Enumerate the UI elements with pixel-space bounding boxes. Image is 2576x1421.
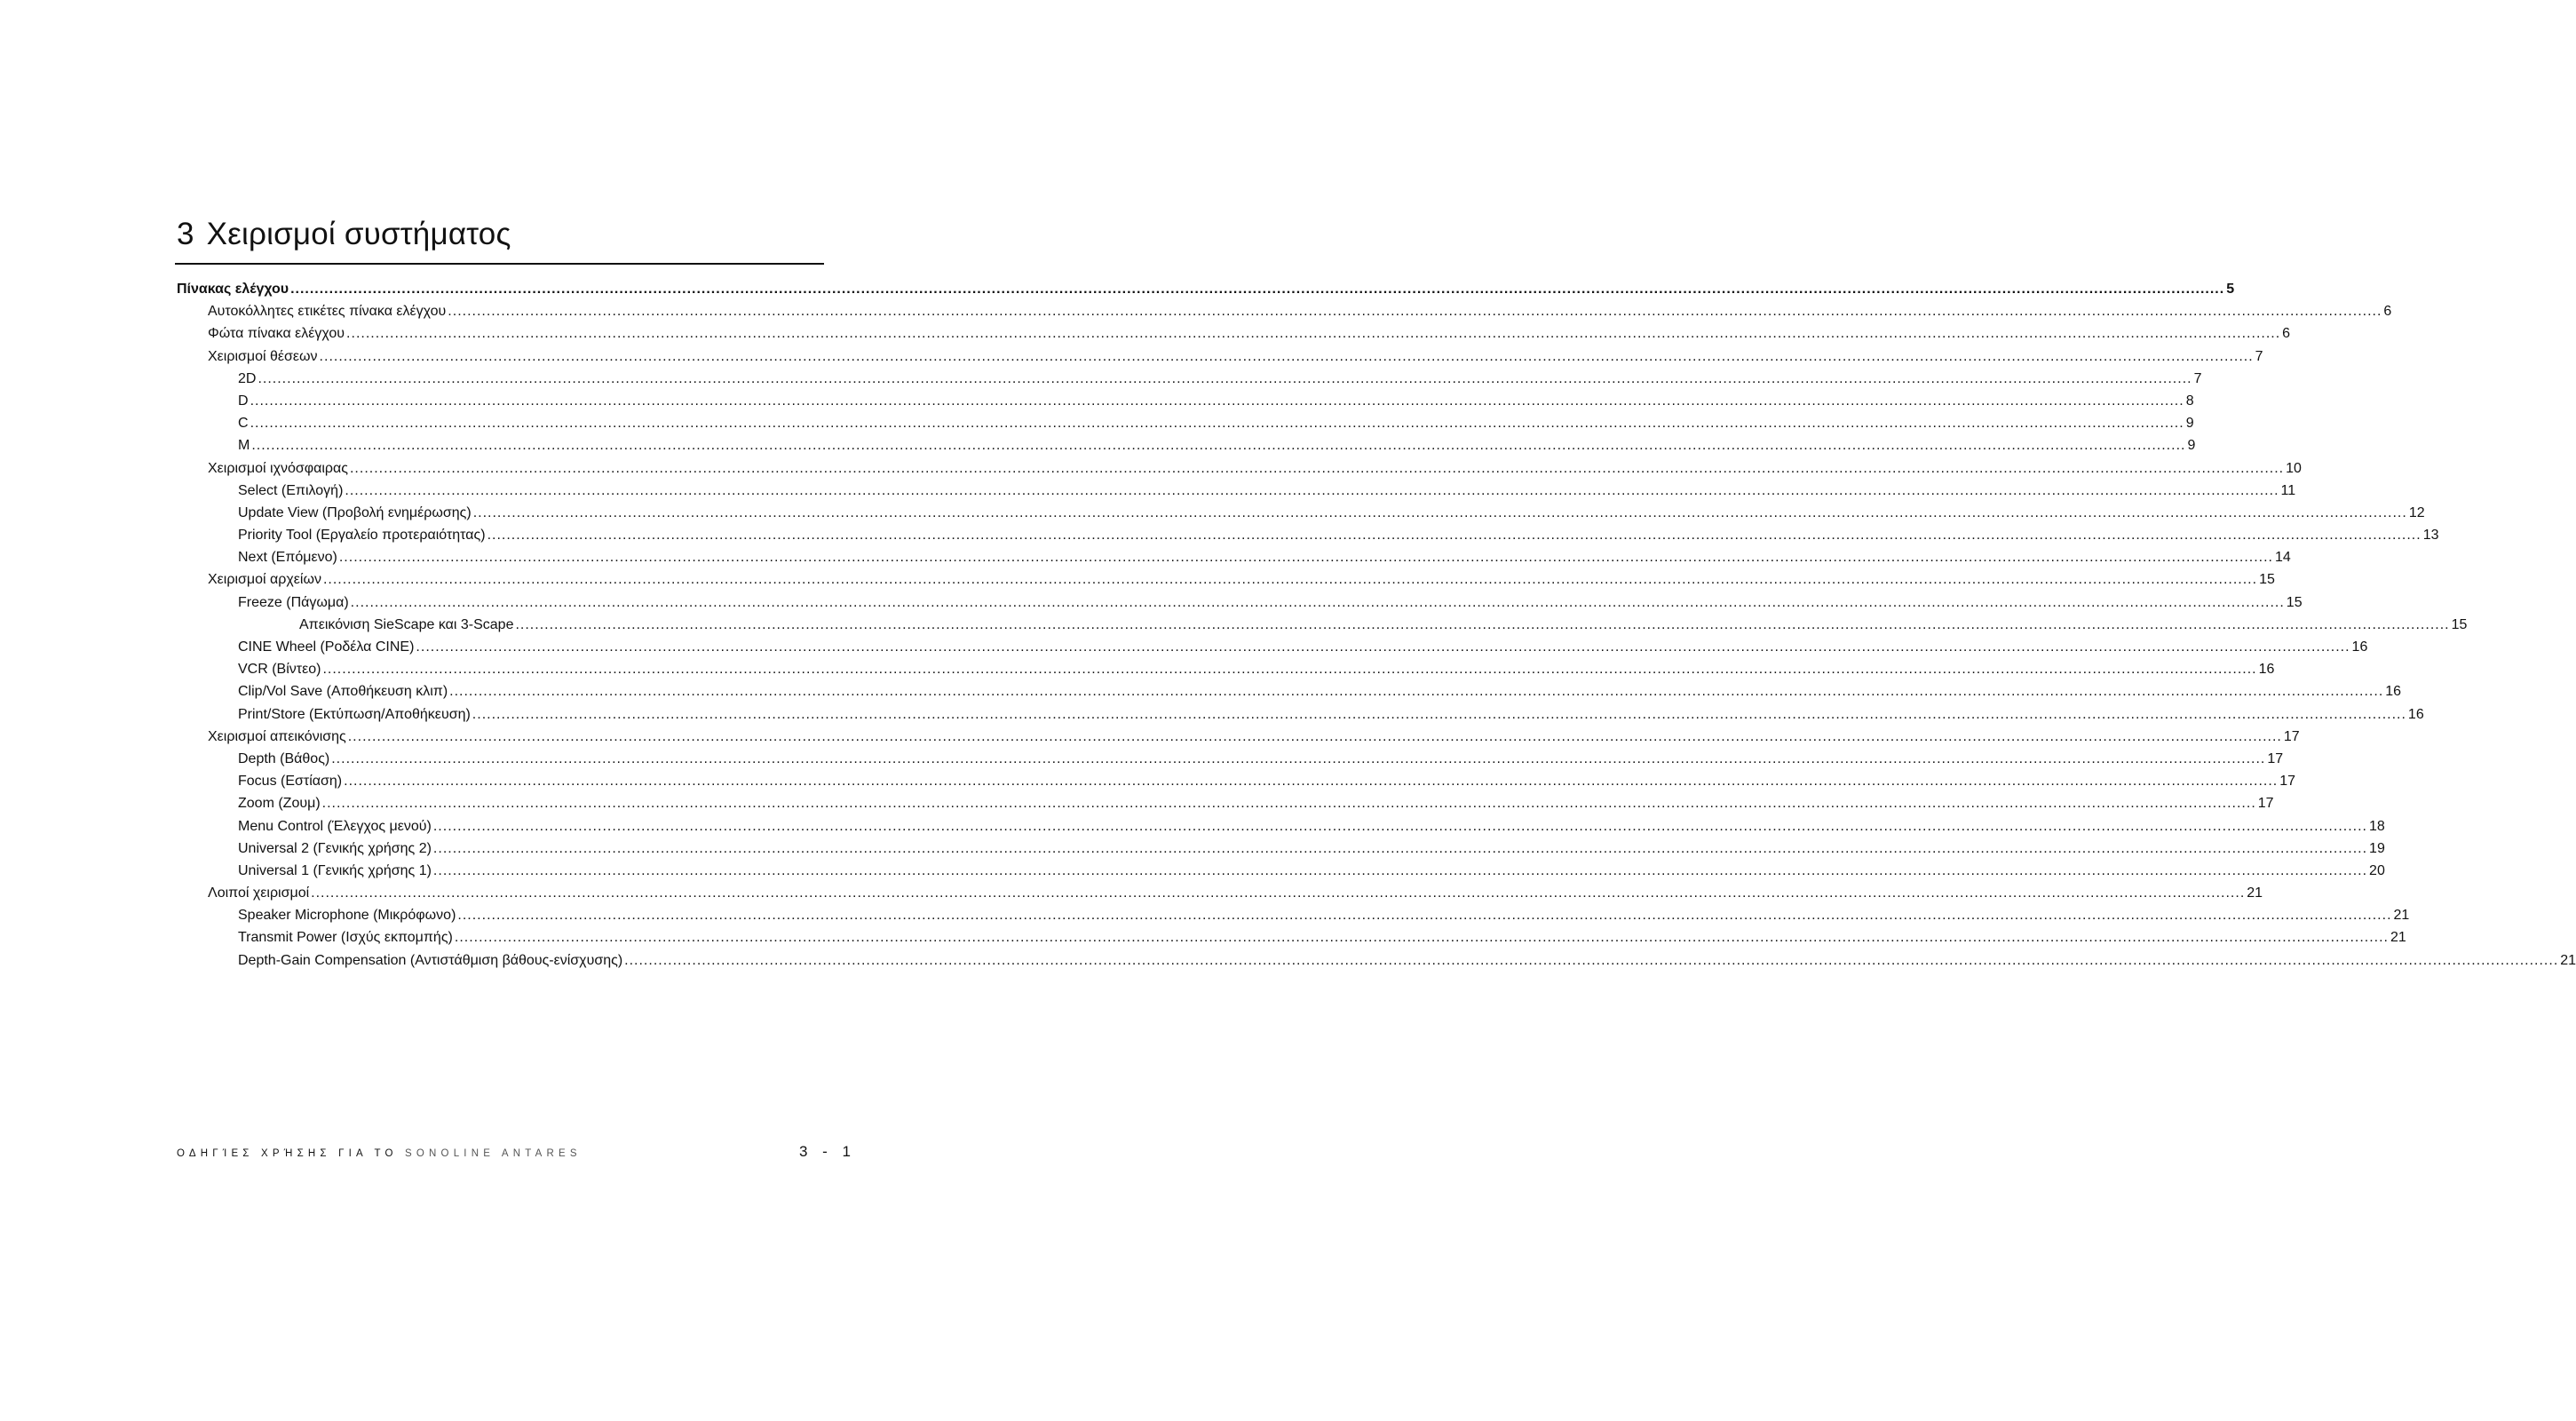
chapter-number: 3 <box>177 217 194 251</box>
toc-dot-leader: ................................................................................................................................................................................................................................................................................................................................................................................................................ <box>331 750 2266 766</box>
toc-entry[interactable] <box>0 322 2291 345</box>
toc-dot-leader: ................................................................................................................................................................................................................................................................................................................................................................................................................ <box>321 796 2256 812</box>
toc-entry[interactable] <box>0 726 2300 748</box>
toc-entry-title: 2D <box>238 370 257 386</box>
toc-entry-title: Speaker Microphone (Μικρόφωνο) <box>238 908 456 924</box>
toc-entry-page: 6 <box>2383 304 2392 320</box>
toc-dot-leader: ................................................................................................................................................................................................................................................................................................................................................................................................................ <box>290 282 2225 297</box>
toc-dot-leader: ................................................................................................................................................................................................................................................................................................................................................................................................................ <box>311 885 2246 901</box>
toc-entry[interactable] <box>0 882 2263 904</box>
toc-entry[interactable] <box>0 434 2196 456</box>
toc-entry-title: Clip/Vol Save (Αποθήκευση κλιπ) <box>238 684 448 700</box>
toc-entry-title: Αυτοκόλλητες ετικέτες πίνακα ελέγχου <box>208 304 447 320</box>
toc-entry-page: 19 <box>2369 840 2385 856</box>
toc-dot-leader: ................................................................................................................................................................................................................................................................................................................................................................................................................ <box>624 952 2559 968</box>
toc-entry-page: 14 <box>2274 550 2291 566</box>
toc-entry[interactable] <box>0 345 2263 368</box>
toc-entry-page: 16 <box>2407 706 2424 722</box>
toc-entry-title: Print/Store (Εκτύπωση/Αποθήκευση) <box>238 706 471 722</box>
toc-entry[interactable] <box>0 949 2576 972</box>
toc-entry-page: 9 <box>2185 416 2194 432</box>
toc-entry-title: Select (Επιλογή) <box>238 482 344 498</box>
toc-dot-leader: ................................................................................................................................................................................................................................................................................................................................................................................................................ <box>345 482 2279 498</box>
toc-dot-leader: ................................................................................................................................................................................................................................................................................................................................................................................................................ <box>322 572 2258 588</box>
toc-entry-title: Λοιποί χειρισμοί <box>208 885 310 901</box>
toc-dot-leader: ................................................................................................................................................................................................................................................................................................................................................................................................................ <box>346 326 2281 342</box>
toc-dot-leader: ................................................................................................................................................................................................................................................................................................................................................................................................................ <box>472 504 2407 520</box>
toc-entry-page: 6 <box>2282 326 2291 342</box>
toc-dot-leader: ................................................................................................................................................................................................................................................................................................................................................................................................................ <box>344 774 2279 790</box>
toc-entry-title: C <box>238 416 249 432</box>
toc-dot-leader: ................................................................................................................................................................................................................................................................................................................................................................................................................ <box>457 908 2392 924</box>
toc-entry[interactable] <box>0 412 2194 434</box>
toc-entry-page: 13 <box>2422 528 2439 544</box>
chapter-title-text: Χειρισμοί συστήματος <box>206 217 511 251</box>
toc-entry[interactable] <box>0 614 2468 636</box>
toc-entry[interactable] <box>0 300 2392 322</box>
toc-dot-leader: ................................................................................................................................................................................................................................................................................................................................................................................................................ <box>250 416 2184 432</box>
toc-entry[interactable] <box>0 636 2368 658</box>
toc-entry-page: 16 <box>2351 639 2368 655</box>
toc-entry-page: 7 <box>2255 348 2263 364</box>
toc-entry-title: Focus (Εστίαση) <box>238 774 343 790</box>
toc-entry-page: 17 <box>2279 774 2296 790</box>
footer-product-name: SONOLINE ANTARES <box>405 1148 582 1159</box>
toc-entry[interactable] <box>0 568 2275 591</box>
toc-entry-page: 10 <box>2286 460 2302 476</box>
footer-manual-label: ΟΔΗΓΊΕΣ ΧΡΉΣΗΣ ΓΙΑ ΤΟ <box>177 1148 398 1159</box>
chapter-title <box>177 217 511 252</box>
toc-entry-page: 9 <box>2187 438 2196 454</box>
toc-entry-page: 16 <box>2385 684 2402 700</box>
toc-entry-page: 15 <box>2286 594 2303 610</box>
table-of-contents <box>0 278 2576 972</box>
toc-entry-page: 17 <box>2267 750 2284 766</box>
toc-dot-leader: ................................................................................................................................................................................................................................................................................................................................................................................................................ <box>449 684 2384 700</box>
toc-dot-leader: ................................................................................................................................................................................................................................................................................................................................................................................................................ <box>349 460 2285 476</box>
toc-entry-title: Transmit Power (Ισχύς εκπομπής) <box>238 930 453 946</box>
toc-entry-title: Depth (Βάθος) <box>238 750 330 766</box>
toc-entry-title: Universal 2 (Γενικής χρήσης 2) <box>238 840 432 856</box>
toc-entry-title: Zoom (Ζουμ) <box>238 796 321 812</box>
toc-dot-leader: ................................................................................................................................................................................................................................................................................................................................................................................................................ <box>472 706 2406 722</box>
toc-entry[interactable] <box>0 591 2303 614</box>
toc-entry-title: CINE Wheel (Ροδέλα CINE) <box>238 639 415 655</box>
toc-dot-leader: ................................................................................................................................................................................................................................................................................................................................................................................................................ <box>338 550 2273 566</box>
toc-entry[interactable] <box>0 480 2296 502</box>
toc-entry-title: Freeze (Πάγωμα) <box>238 594 349 610</box>
toc-entry-title: Update View (Προβολή ενημέρωσης) <box>238 504 472 520</box>
toc-dot-leader: ................................................................................................................................................................................................................................................................................................................................................................................................................ <box>432 862 2368 878</box>
toc-entry-title: Priority Tool (Εργαλείο προτεραιότητας) <box>238 528 486 544</box>
toc-entry-title: Χειρισμοί θέσεων <box>208 348 318 364</box>
toc-entry-page: 8 <box>2185 393 2194 409</box>
toc-entry-title: VCR (Βίντεο) <box>238 662 321 678</box>
toc-entry[interactable] <box>0 546 2291 568</box>
toc-entry-title: D <box>238 393 249 409</box>
toc-entry-page: 16 <box>2258 662 2275 678</box>
toc-entry-page: 7 <box>2193 370 2202 386</box>
toc-dot-leader: ................................................................................................................................................................................................................................................................................................................................................................................................................ <box>432 818 2367 834</box>
toc-entry[interactable] <box>0 524 2439 546</box>
toc-entry[interactable] <box>0 770 2296 792</box>
toc-entry[interactable] <box>0 658 2275 680</box>
toc-dot-leader: ................................................................................................................................................................................................................................................................................................................................................................................................................ <box>319 348 2254 364</box>
toc-entry-title: Πίνακας ελέγχου <box>177 282 289 297</box>
toc-entry-title: Φώτα πίνακα ελέγχου <box>208 326 345 342</box>
toc-dot-leader: ................................................................................................................................................................................................................................................................................................................................................................................................................ <box>350 594 2285 610</box>
toc-dot-leader: ................................................................................................................................................................................................................................................................................................................................................................................................................ <box>454 930 2389 946</box>
toc-entry[interactable] <box>0 703 2424 726</box>
toc-entry-page: 21 <box>2393 908 2410 924</box>
title-divider <box>175 263 824 265</box>
toc-dot-leader: ................................................................................................................................................................................................................................................................................................................................................................................................................ <box>515 616 2450 632</box>
toc-entry[interactable] <box>0 680 2402 703</box>
toc-dot-leader: ................................................................................................................................................................................................................................................................................................................................................................................................................ <box>432 840 2368 856</box>
toc-entry-title: Απεικόνιση SieScape και 3-Scape <box>299 616 514 632</box>
toc-entry-page: 17 <box>2283 728 2300 744</box>
toc-dot-leader: ................................................................................................................................................................................................................................................................................................................................................................................................................ <box>416 639 2350 655</box>
toc-entry-title: Χειρισμοί αρχείων <box>208 572 321 588</box>
toc-entry-page: 21 <box>2560 952 2576 968</box>
toc-entry[interactable] <box>0 926 2406 949</box>
toc-entry[interactable] <box>0 390 2194 412</box>
toc-entry[interactable] <box>0 502 2425 524</box>
toc-entry[interactable] <box>0 860 2385 882</box>
toc-dot-leader: ................................................................................................................................................................................................................................................................................................................................................................................................................ <box>251 438 2186 454</box>
toc-entry-page: 18 <box>2368 818 2385 834</box>
toc-entry[interactable] <box>0 815 2385 838</box>
toc-dot-leader: ................................................................................................................................................................................................................................................................................................................................................................................................................ <box>250 393 2184 409</box>
toc-entry-page: 12 <box>2408 504 2425 520</box>
toc-entry-title: Universal 1 (Γενικής χρήσης 1) <box>238 862 432 878</box>
toc-entry-page: 21 <box>2390 930 2406 946</box>
toc-entry[interactable] <box>0 278 2235 300</box>
toc-entry-title: Depth-Gain Compensation (Αντιστάθμιση βάθους-ενίσχυσης) <box>238 952 623 968</box>
toc-dot-leader: ................................................................................................................................................................................................................................................................................................................................................................................................................ <box>258 370 2192 386</box>
toc-entry-page: 15 <box>2259 572 2275 588</box>
toc-entry-page: 20 <box>2369 862 2385 878</box>
toc-entry[interactable] <box>0 748 2284 770</box>
toc-entry-title: Χειρισμοί απεικόνισης <box>208 728 346 744</box>
toc-dot-leader: ................................................................................................................................................................................................................................................................................................................................................................................................................ <box>347 728 2282 744</box>
toc-entry[interactable] <box>0 368 2202 390</box>
toc-dot-leader: ................................................................................................................................................................................................................................................................................................................................................................................................................ <box>487 528 2421 544</box>
toc-entry-title: M <box>238 438 250 454</box>
toc-dot-leader: ................................................................................................................................................................................................................................................................................................................................................................................................................ <box>322 662 2257 678</box>
toc-entry[interactable] <box>0 904 2410 926</box>
toc-entry-page: 15 <box>2451 616 2468 632</box>
toc-dot-leader: ................................................................................................................................................................................................................................................................................................................................................................................................................ <box>448 304 2382 320</box>
toc-entry[interactable] <box>0 792 2274 814</box>
footer-manual-title <box>177 1148 582 1159</box>
toc-entry-page: 17 <box>2257 796 2274 812</box>
footer-page-number: 3 - 1 <box>799 1143 857 1160</box>
toc-entry[interactable] <box>0 838 2385 860</box>
toc-entry-page: 5 <box>2226 282 2235 297</box>
toc-entry-title: Menu Control (Έλεγχος μενού) <box>238 818 432 834</box>
toc-entry-page: 21 <box>2247 885 2263 901</box>
toc-entry-page: 11 <box>2280 482 2296 498</box>
toc-entry-title: Next (Επόμενο) <box>238 550 337 566</box>
toc-entry[interactable] <box>0 457 2302 480</box>
toc-entry-title: Χειρισμοί ιχνόσφαιρας <box>208 460 348 476</box>
